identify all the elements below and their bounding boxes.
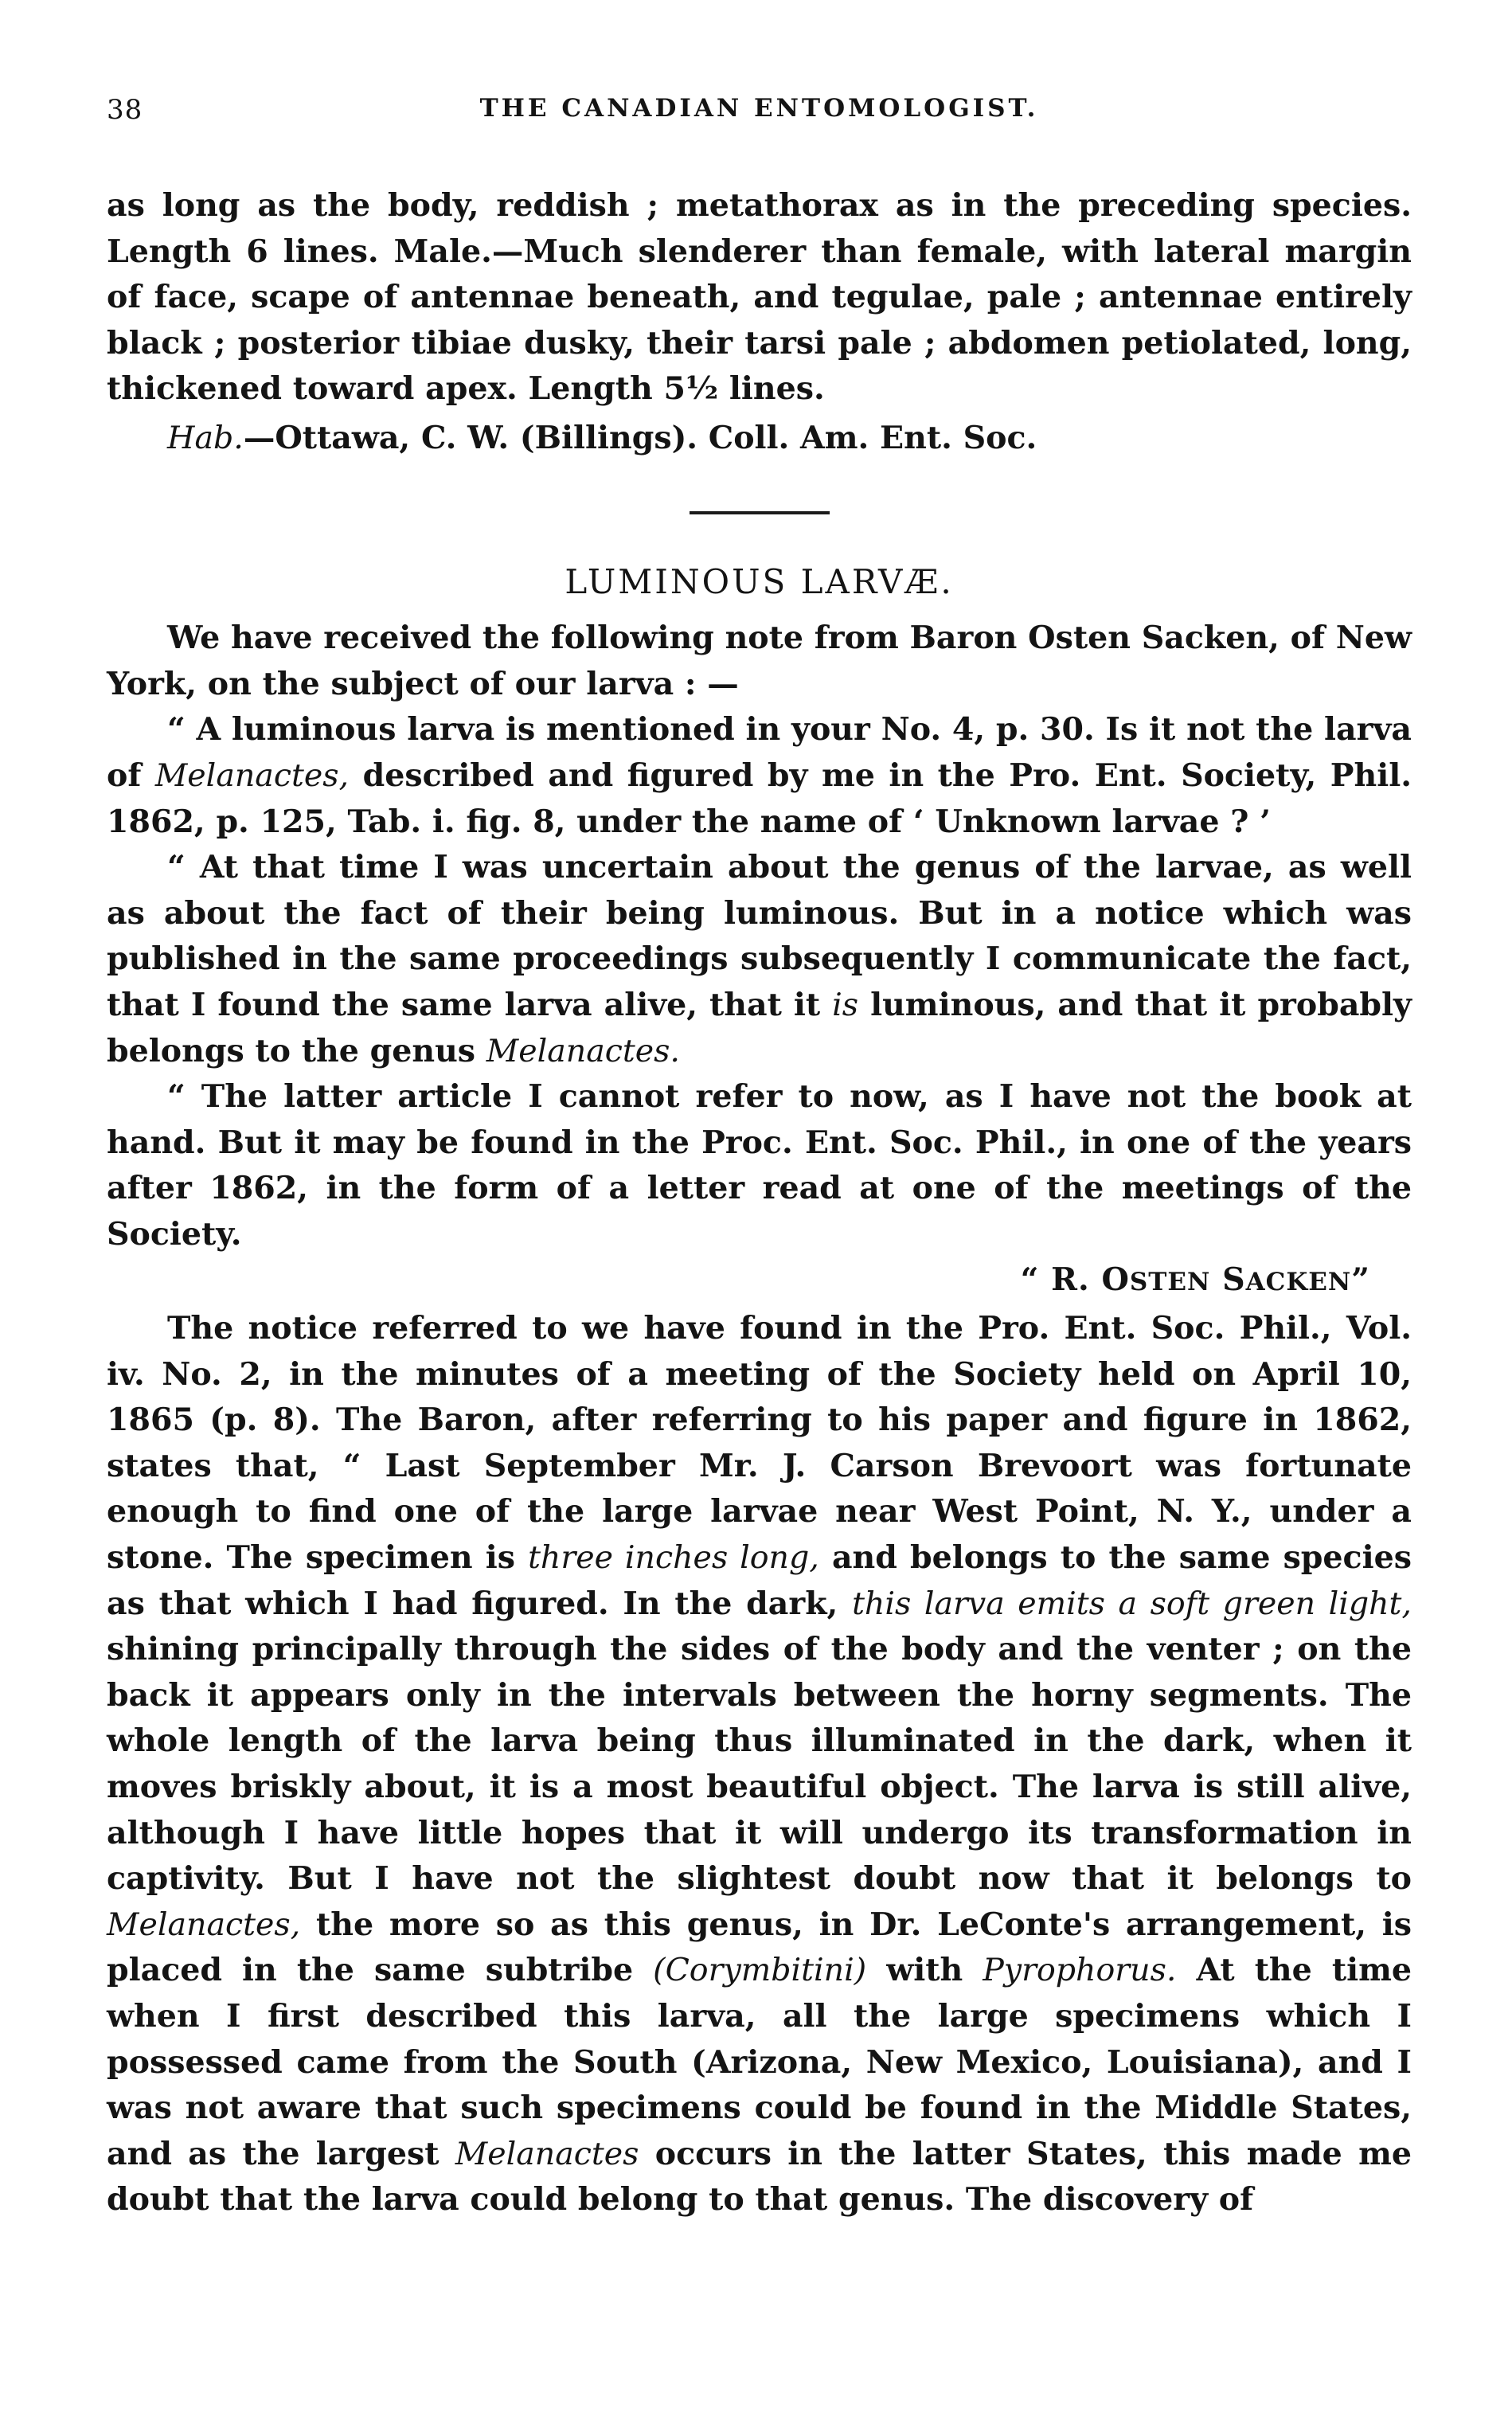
paragraph-5-italic-2: this larva emits a soft green light,: [852, 1585, 1412, 1622]
signature-part-1: “ R. O: [1020, 1261, 1130, 1299]
paragraph-5-text-f: At the time when I first described this larva, all the large specimens which I possessed came from the South (Arizona, New Mexico, Louisiana), and I was not aware that such specimens could be found in the Middle States, and as the largest: [107, 1952, 1412, 2172]
paragraph-1-text: We have received the following note from Baron Osten Sacken, of New York, on the subject of our larva : —: [107, 620, 1412, 702]
running-head: THE CANADIAN ENTOMOLOGIST.: [479, 94, 1039, 123]
signature-part-3: S: [1210, 1261, 1246, 1299]
paragraph-1: [107, 616, 1412, 707]
section-title: LUMINOUS LARVÆ.: [565, 561, 954, 601]
page-body: [107, 183, 1412, 2223]
paragraph-5-text-g: occurs in the latter States, this made me doubt that the larva could belong to that genus. The discovery of: [107, 2135, 1412, 2219]
habitat-line: [107, 416, 1412, 462]
page-number: 38: [107, 94, 143, 126]
paragraph-2: [107, 707, 1412, 845]
habitat-text: —Ottawa, C. W. (Billings). Coll. Am. Ent. Soc.: [243, 419, 1037, 456]
paragraph-5-text-d: the more so as this genus, in Dr. LeConte's arrangement, is placed in the same subtribe: [107, 1906, 1412, 1989]
signature-part-2: STEN: [1129, 1268, 1211, 1297]
paragraph-5-italic-3: Melanactes,: [107, 1906, 301, 1943]
continuation-text: as long as the body, reddish ; metathorax as in the preceding species. Length 6 lines. Male.—Much slenderer than female, with lateral margin of face, scape of antennae beneath, and tegulae, pale ; antennae entirely black ; posterior tibiae dusky, their tarsi pale ; abdomen petiolated, long, thickened toward apex. Length 5½ lines.: [107, 187, 1412, 408]
paragraph-2-text-a: “ A luminous larva is mentioned in your No. 4, p. 30. Is it not the larva of: [107, 711, 1412, 794]
paragraph-5-text-b: and belongs to the same species as that which I had figured. In the dark,: [107, 1539, 1412, 1622]
paragraph-3-italic-1: is: [832, 986, 859, 1023]
paragraph-3: [107, 845, 1412, 1074]
paragraph-5-text-e: with: [866, 1952, 983, 1989]
paragraph-4-text: “ The latter article I cannot refer to now, as I have not the book at hand. But it may be found in the Proc. Ent. Soc. Phil., in one of the years after 1862, in the form of a letter read at one of the meetings of the Society.: [107, 1078, 1412, 1253]
section-divider: [690, 511, 830, 514]
paragraph-5-text-c: shining principally through the sides of the body and the venter ; on the back it appears only in the intervals between the horny segments. The whole length of the larva being thus illuminated in the dark, when it moves briskly about, it is a most beautiful object. The larva is still alive, although I have little hopes that it will undergo its transformation in captivity. But I have not the slightest doubt now that it belongs to: [107, 1631, 1412, 1898]
paragraph-5-italic-1: three inches long,: [528, 1539, 819, 1577]
paragraph-5-italic-5: Pyrophorus.: [983, 1952, 1177, 1989]
page-header: [107, 94, 1412, 134]
signature-part-5: ”: [1351, 1261, 1370, 1299]
paragraph-5-text-a: The notice referred to we have found in the Pro. Ent. Soc. Phil., Vol. iv. No. 2, in the minutes of a meeting of the Society held on April 10, 1865 (p. 8). The Baron, after referring to his paper and figure in 1862, states that, “ Last September Mr. J. Carson Brevoort was fortunate enough to find one of the large larvae near West Point, N. Y., under a stone. The specimen is: [107, 1310, 1412, 1577]
paragraph-2-italic: Melanactes,: [154, 756, 350, 794]
paragraph-4: [107, 1074, 1412, 1257]
paragraph-2-text-b: described and figured by me in the Pro. Ent. Society, Phil. 1862, p. 125, Tab. i. fig. 8, under the name of ‘ Unknown larvae ? ’: [107, 756, 1412, 840]
habitat-label: Hab.: [167, 419, 244, 456]
continuation-paragraph: [107, 183, 1412, 412]
signature-line: [107, 1257, 1412, 1306]
paragraph-5-italic-4: (Corymbitini): [653, 1952, 867, 1989]
paragraph-3-italic-2: Melanactes.: [486, 1032, 680, 1069]
paragraph-3-text-b: luminous, and that it probably belongs to the genus: [107, 986, 1412, 1069]
paragraph-5-italic-6: Melanactes: [455, 2135, 639, 2172]
signature-part-4: ACKEN: [1245, 1268, 1352, 1297]
paragraph-5: [107, 1306, 1412, 2223]
paragraph-3-text-a: “ At that time I was uncertain about the genus of the larvae, as well as about the fact of their being luminous. But in a notice which was published in the same proceedings subsequently I communicate the fact, that I found the same larva alive, that it: [107, 849, 1412, 1023]
